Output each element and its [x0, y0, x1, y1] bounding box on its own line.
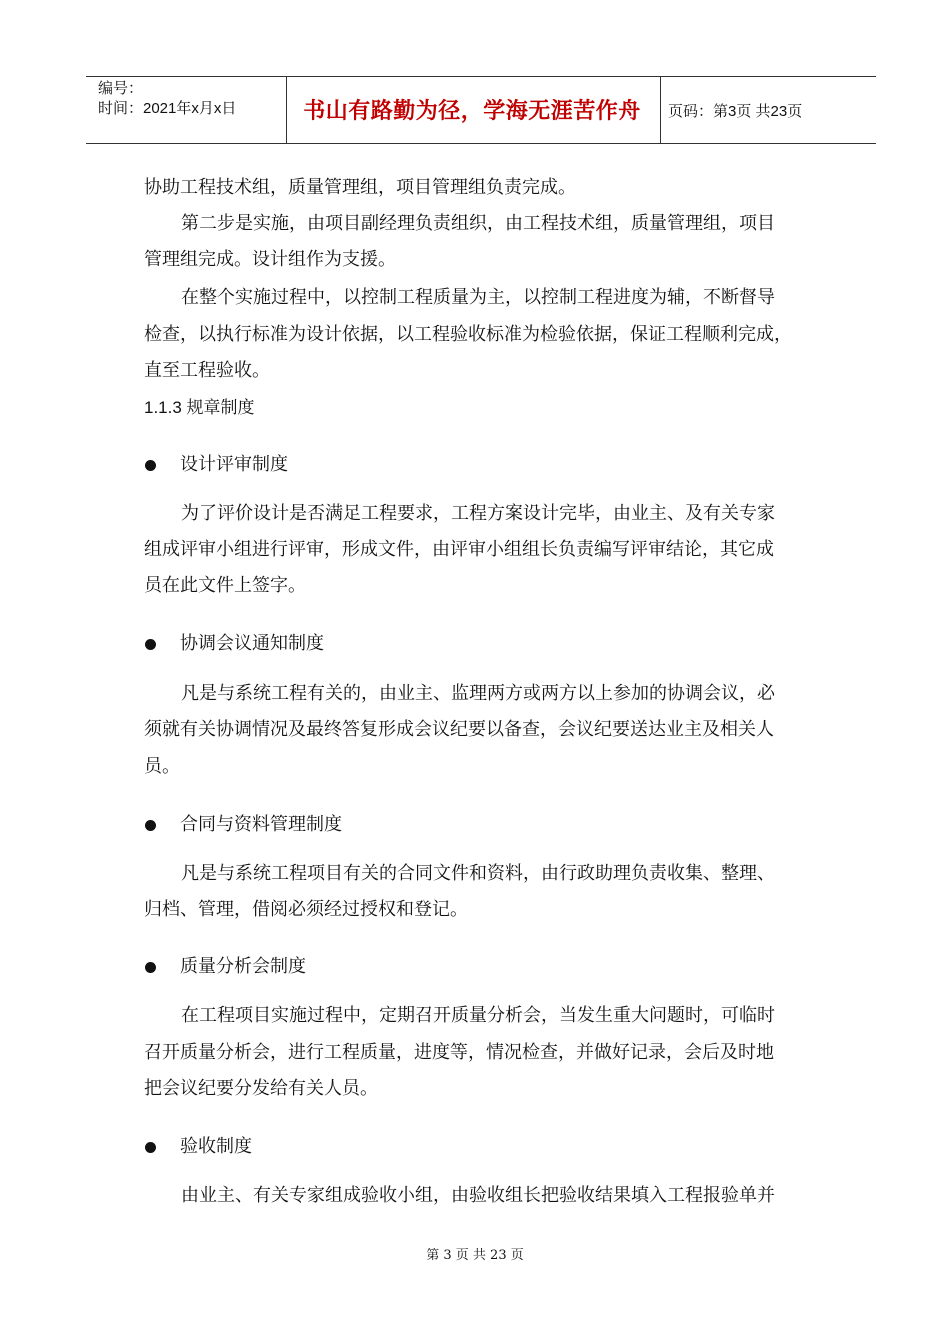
paragraph-line: 召开质量分析会，进行工程质量，进度等，情况检查，并做好记录，会后及时地 — [144, 1042, 774, 1063]
paragraph-line: 为了评价设计是否满足工程要求，工程方案设计完毕，由业主、及有关专家 — [181, 503, 775, 524]
bullet-icon — [145, 962, 156, 973]
bullet-icon — [145, 1142, 156, 1153]
list-item-title: 协调会议通知制度 — [180, 633, 324, 654]
paragraph-line: 须就有关协调情况及最终答复形成会议纪要以备查，会议纪要送达业主及相关人 — [144, 719, 774, 740]
header-page-info: 页码：第3页 共23页 — [668, 103, 803, 120]
paragraph-line: 在工程项目实施过程中，定期召开质量分析会，当发生重大问题时，可临时 — [181, 1005, 775, 1026]
paragraph-line: 第二步是实施，由项目副经理负责组织，由工程技术组，质量管理组，项目 — [181, 213, 775, 234]
bullet-icon — [145, 460, 156, 471]
list-item-title: 设计评审制度 — [180, 454, 288, 475]
header-divider-right — [660, 77, 661, 143]
bullet-icon — [145, 820, 156, 831]
paragraph-line: 管理组完成。设计组作为支援。 — [144, 249, 396, 270]
section-title: 1.1.3 规章制度 — [144, 398, 255, 417]
paragraph-line: 归档、管理，借阅必须经过授权和登记。 — [144, 899, 468, 920]
paragraph-line: 检查，以执行标准为设计依据，以工程验收标准为检验依据，保证工程顺利完成， — [144, 324, 792, 345]
paragraph-line: 凡是与系统工程项目有关的合同文件和资料，由行政助理负责收集、整理、 — [181, 863, 775, 884]
paragraph-line: 组成评审小组进行评审，形成文件，由评审小组组长负责编写评审结论，其它成 — [144, 539, 774, 560]
header-meta — [98, 79, 236, 119]
paragraph-line: 直至工程验收。 — [144, 360, 270, 381]
list-item-title: 验收制度 — [180, 1136, 252, 1157]
paragraph-line: 凡是与系统工程有关的，由业主、监理两方或两方以上参加的协调会议，必 — [181, 683, 775, 704]
list-item-title: 合同与资料管理制度 — [180, 814, 342, 835]
paragraph-line: 由业主、有关专家组成验收小组，由验收组长把验收结果填入工程报验单并 — [181, 1185, 775, 1206]
document-number-label: 编号： — [98, 80, 144, 97]
paragraph-line: 员在此文件上签字。 — [144, 575, 306, 596]
paragraph-line: 员。 — [144, 756, 180, 777]
bullet-icon — [145, 639, 156, 650]
page-footer: 第 3 页 共 23 页 — [426, 1248, 524, 1263]
header-motto: 书山有路勤为径，学海无涯苦作舟 — [303, 98, 641, 123]
page-header — [86, 76, 876, 144]
paragraph-line: 在整个实施过程中，以控制工程质量为主，以控制工程进度为辅，不断督导 — [181, 287, 775, 308]
paragraph-line: 协助工程技术组，质量管理组，项目管理组负责完成。 — [144, 177, 576, 198]
list-item-title: 质量分析会制度 — [180, 956, 306, 977]
document-time-label: 时间：2021年x月x日 — [98, 100, 237, 117]
paragraph-line: 把会议纪要分发给有关人员。 — [144, 1078, 378, 1099]
